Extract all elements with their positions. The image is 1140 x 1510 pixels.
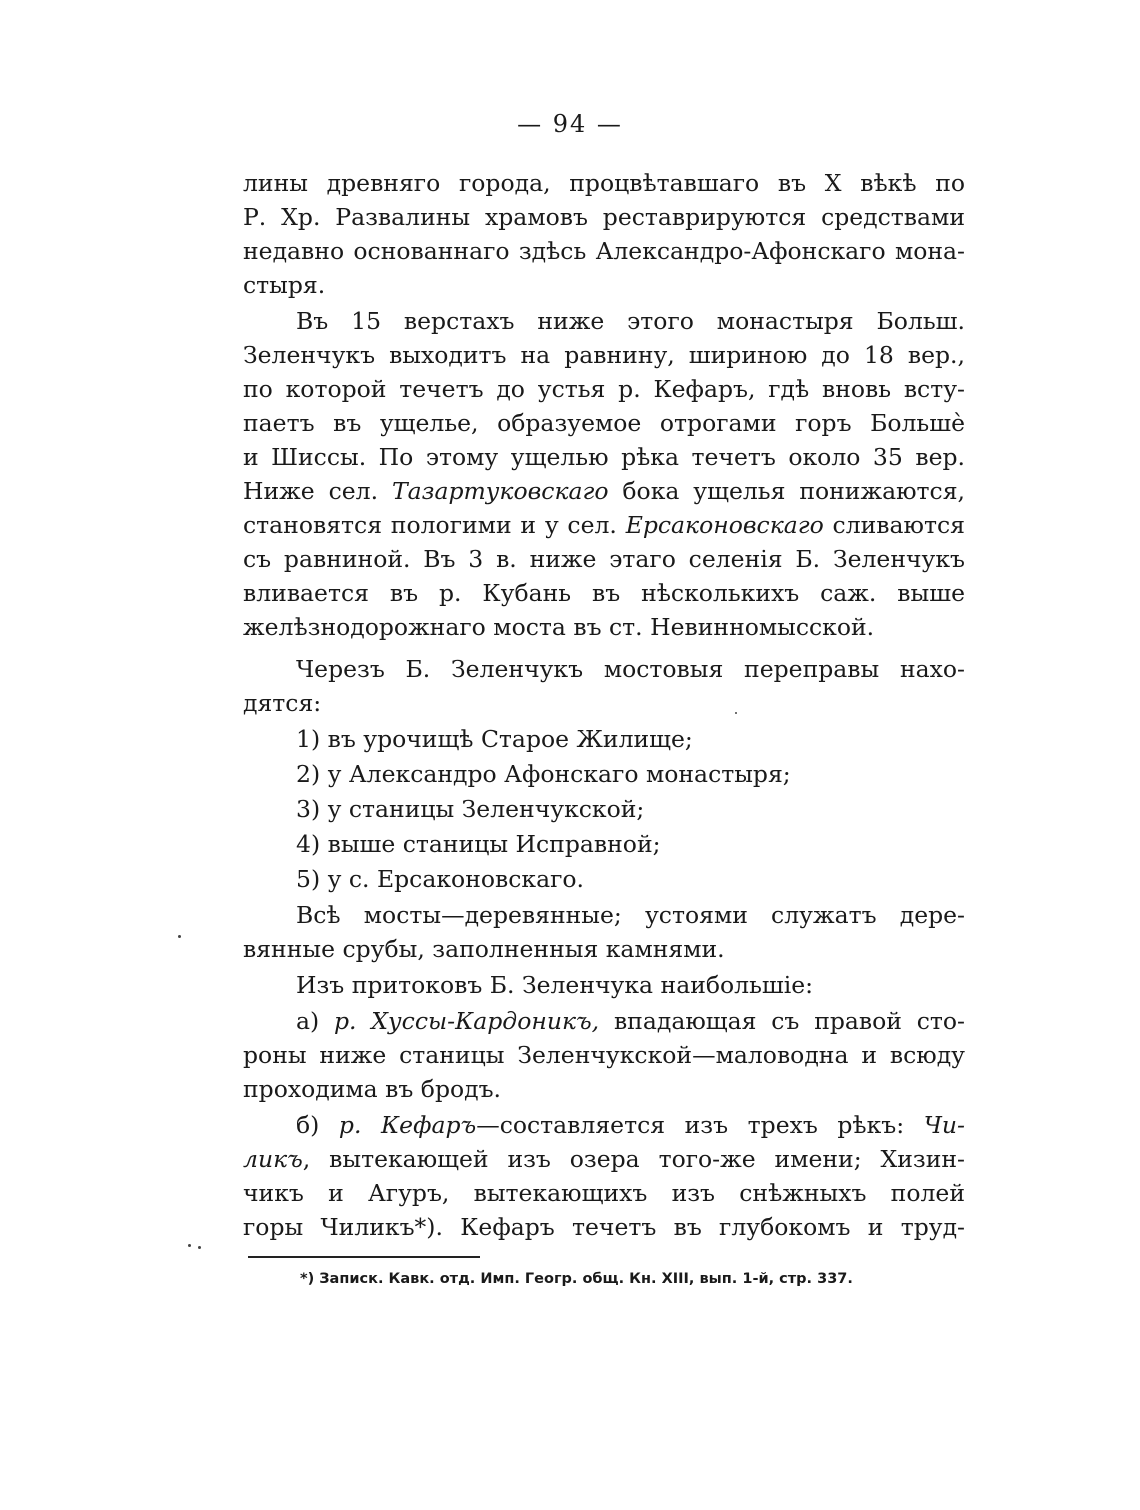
text-run: а) — [296, 1007, 334, 1035]
text-run: бока ущелья понижаются, — [608, 477, 966, 505]
list-item: 1) въ урочищѣ Старое Жилище; — [296, 725, 693, 753]
text-line: и Шиссы. По этому ущелью рѣка течетъ около 35 вер. — [243, 443, 965, 471]
text-line — [243, 1142, 965, 1176]
list-item: 4) выше станицы Исправной; — [296, 830, 661, 858]
footnote-rule — [248, 1256, 480, 1258]
text-line: Р. Хр. Развалины храмовъ реставрируются средствами — [243, 203, 965, 231]
italic-river-name: ликъ — [243, 1145, 303, 1173]
text-line: по которой течетъ до устья р. Кефаръ, гдѣ вновь всту- — [243, 375, 965, 403]
text-line — [296, 1108, 965, 1142]
scan-speck — [198, 1246, 201, 1249]
scan-speck — [735, 712, 737, 714]
text-run: сливаются — [823, 511, 965, 539]
text-line: горы Чиликъ*). Кефаръ течетъ въ глубокомъ и труд- — [243, 1213, 965, 1241]
text-run: , вытекающей изъ озера того-же имени; Хизин- — [302, 1145, 965, 1173]
text-line: чикъ и Агуръ, вытекающихъ изъ снѣжныхъ полей — [243, 1179, 965, 1207]
text-run: становятся пологими и у сел. — [243, 511, 626, 539]
text-line: вянные срубы, заполненныя камнями. — [243, 935, 725, 963]
text-line: Всѣ мосты—деревянные; устоями служатъ дере- — [296, 901, 965, 929]
page-number: — 94 — — [517, 110, 623, 138]
scan-speck — [178, 935, 181, 938]
text-run: —составляется изъ трехъ рѣкъ: — [476, 1111, 924, 1139]
italic-river-name: Чи- — [923, 1111, 965, 1139]
text-line: проходима въ бродъ. — [243, 1075, 502, 1103]
text-run: впадающая съ правой сто- — [599, 1007, 966, 1035]
text-run: б) — [296, 1111, 339, 1139]
text-line: лины древняго города, процвѣтавшаго въ X вѣкѣ по — [243, 169, 965, 197]
text-line: стыря. — [243, 271, 326, 299]
italic-river-name: р. Кефаръ — [338, 1111, 477, 1139]
list-item: 3) у станицы Зеленчукской; — [296, 795, 645, 823]
text-line — [296, 1004, 965, 1038]
text-run: Ниже сел. — [243, 477, 392, 505]
text-line — [243, 508, 965, 542]
text-line — [243, 474, 965, 508]
text-line: паетъ въ ущелье, образуемое отрогами горъ Большѐ — [243, 409, 965, 437]
text-line: Изъ притоковъ Б. Зеленчука наибольшіе: — [296, 971, 814, 999]
text-line: вливается въ р. Кубань въ нѣсколькихъ саж. выше — [243, 579, 965, 607]
text-line: съ равниной. Въ 3 в. ниже этаго селенія Б. Зеленчукъ — [243, 545, 965, 573]
text-line: Черезъ Б. Зеленчукъ мостовыя переправы нахо- — [296, 655, 965, 683]
scan-speck — [188, 1244, 191, 1247]
text-line: Зеленчукъ выходитъ на равнину, шириною до 18 вер., — [243, 341, 965, 369]
italic-place-name: Тазартуковскаго — [391, 477, 609, 505]
text-line: дятся: — [243, 689, 322, 717]
footnote: *) Записк. Кавк. отд. Имп. Геогр. общ. Кн. XIII, вып. 1-й, стр. 337. — [300, 1271, 853, 1287]
italic-place-name: Ерсаконовскаго — [625, 511, 824, 539]
text-line: роны ниже станицы Зеленчукской—маловодна и всюду — [243, 1041, 965, 1069]
text-line: недавно основаннаго здѣсь Александро-Афонскаго мона- — [243, 237, 965, 265]
list-item: 5) у с. Ерсаконовскаго. — [296, 865, 585, 893]
text-line: желѣзнодорожнаго моста въ ст. Невинномысской. — [243, 613, 875, 641]
list-item: 2) у Александро Афонскаго монастыря; — [296, 760, 791, 788]
text-line: Въ 15 верстахъ ниже этого монастыря Больш. — [296, 307, 965, 335]
italic-river-name: р. Хуссы-Кардоникъ, — [333, 1007, 600, 1035]
